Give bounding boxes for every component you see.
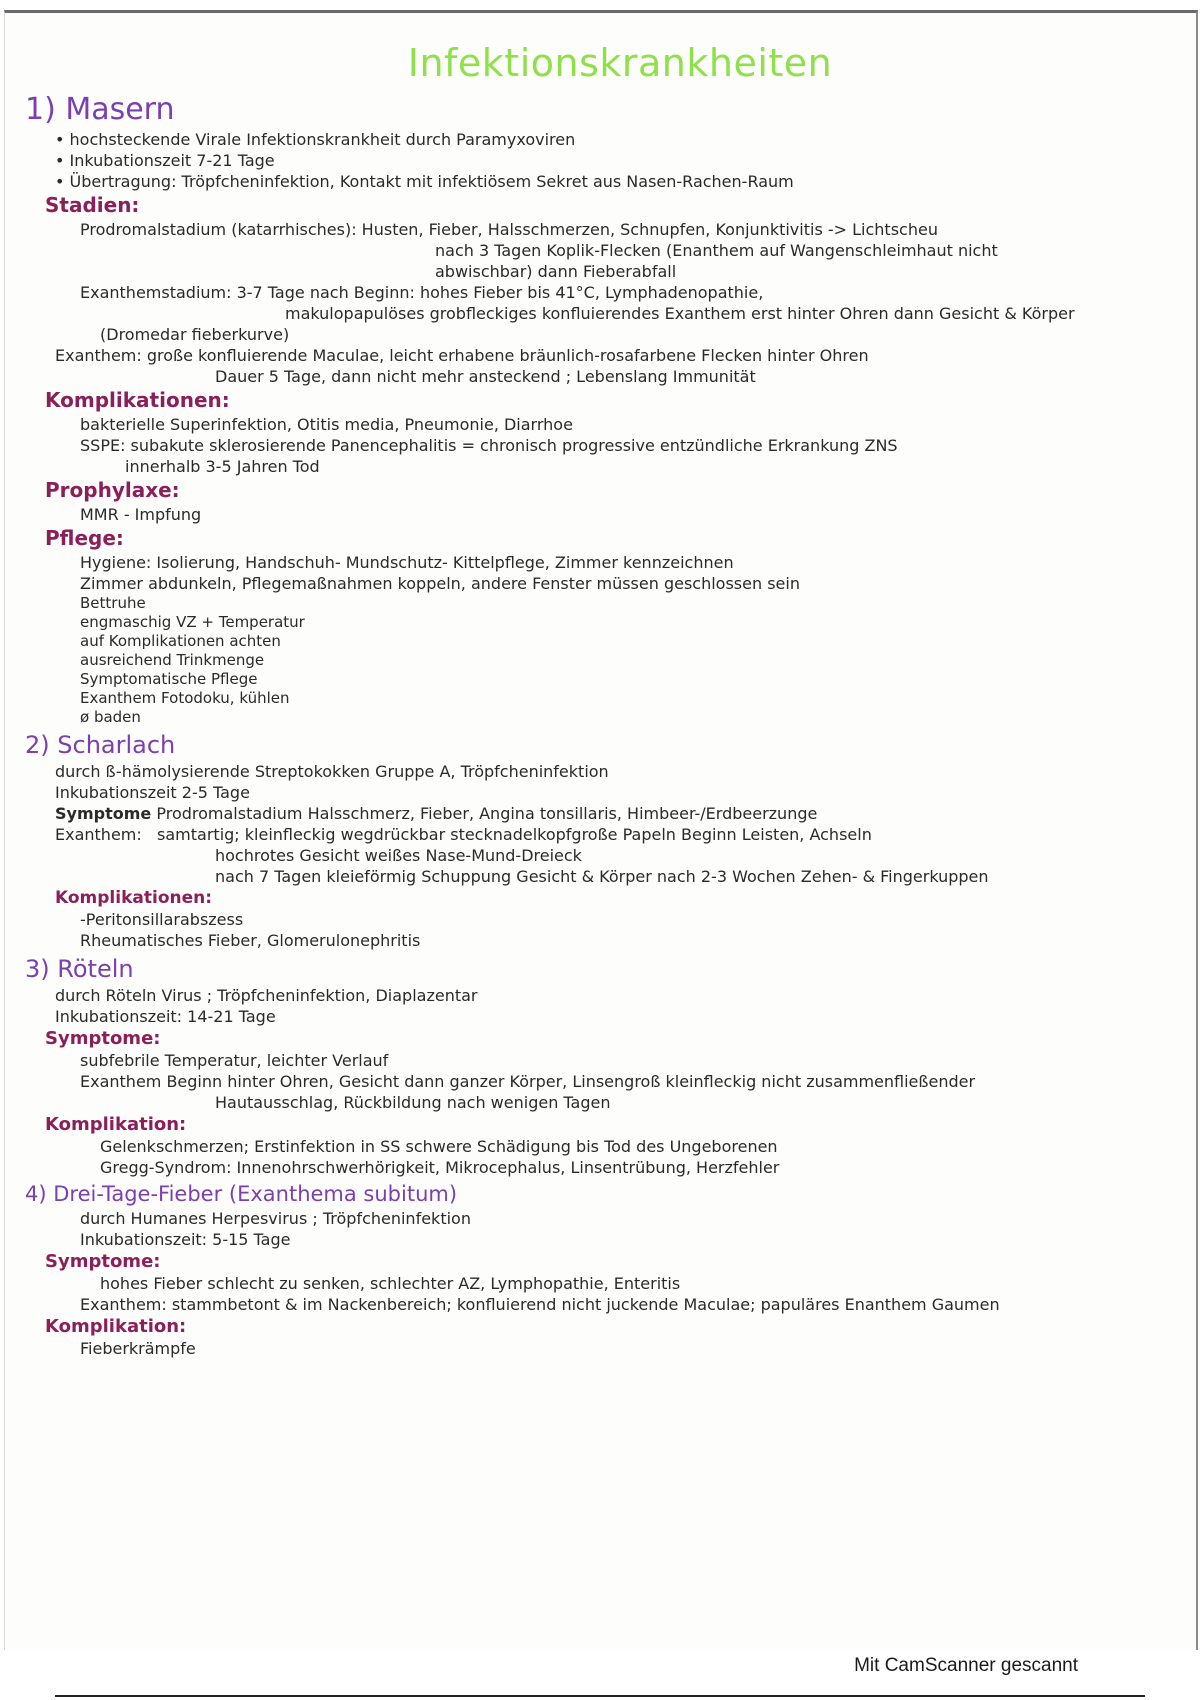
scharlach-exanthem-2: hochrotes Gesicht weißes Nase-Mund-Dreieck bbox=[215, 846, 582, 865]
masern-exanthemstadium-1: Exanthemstadium: 3-7 Tage nach Beginn: hohes Fieber bis 41°C, Lymphadenopathie, bbox=[80, 283, 764, 302]
dreitage-line-2: Inkubationszeit: 5-15 Tage bbox=[80, 1230, 291, 1249]
roeteln-symptome-label: Symptome: bbox=[45, 1028, 161, 1049]
scharlach-line-1: durch ß-hämolysierende Streptokokken Gruppe A, Tröpfcheninfektion bbox=[55, 762, 609, 781]
scharlach-exanthem-1: samtartig; kleinfleckig wegdrückbar stecknadelkopfgroße Papeln Beginn Leisten, Achseln bbox=[157, 825, 872, 844]
dreitage-line-1: durch Humanes Herpesvirus ; Tröpfcheninfektion bbox=[80, 1209, 471, 1228]
scharlach-komplikationen-label: Komplikationen: bbox=[55, 888, 213, 908]
dreitage-symptome-2: Exanthem: stammbetont & im Nackenbereich; konfluierend nicht juckende Maculae; papuläres Enanthem Gaumen bbox=[80, 1295, 1000, 1314]
masern-prophylaxe-1: MMR - Impfung bbox=[80, 505, 202, 524]
masern-pflege-2: Zimmer abdunkeln, Pflegemaßnahmen koppeln, andere Fenster müssen geschlossen sein bbox=[80, 574, 800, 593]
scharlach-komplikationen-2: Rheumatisches Fieber, Glomerulonephritis bbox=[80, 931, 421, 950]
heading-scharlach: 2) Scharlach bbox=[25, 731, 176, 759]
masern-pflege-item: ausreichend Trinkmenge bbox=[80, 651, 265, 669]
masern-prodromal-2: nach 3 Tagen Koplik-Flecken (Enanthem auf Wangenschleimhaut nicht bbox=[435, 241, 998, 260]
masern-prophylaxe-label: Prophylaxe: bbox=[45, 478, 180, 502]
roeteln-line-1: durch Röteln Virus ; Tröpfcheninfektion, Diaplazentar bbox=[55, 986, 478, 1005]
masern-pflege-1: Hygiene: Isolierung, Handschuh- Mundschutz- Kittelpflege, Zimmer kennzeichnen bbox=[80, 553, 734, 572]
page-title: Infektionskrankheiten bbox=[407, 41, 833, 85]
masern-komplikationen-label: Komplikationen: bbox=[45, 388, 230, 412]
heading-dreitagefieber: 4) Drei-Tage-Fieber (Exanthema subitum) bbox=[25, 1182, 458, 1206]
scanner-watermark: Mit CamScanner gescannt bbox=[854, 1655, 1078, 1676]
scharlach-symptome-text: Prodromalstadium Halsschmerz, Fieber, Angina tonsillaris, Himbeer-/Erdbeerzunge bbox=[156, 804, 818, 823]
masern-exanthem-2: Dauer 5 Tage, dann nicht mehr ansteckend ; Lebenslang Immunität bbox=[215, 367, 756, 386]
roeteln-komplikation-label: Komplikation: bbox=[45, 1114, 187, 1135]
masern-exanthemstadium-2: makulopapulöses grobfleckiges konfluierendes Exanthem erst hinter Ohren dann Gesicht & Körper bbox=[285, 304, 1075, 323]
section-dreitagefieber bbox=[25, 1180, 1185, 1359]
masern-pflege-item: Symptomatische Pflege bbox=[80, 670, 258, 688]
roeteln-symptome-1: subfebrile Temperatur, leichter Verlauf bbox=[80, 1051, 389, 1070]
masern-komplikationen-1: bakterielle Superinfektion, Otitis media, Pneumonie, Diarrhoe bbox=[80, 415, 573, 434]
masern-komplikationen-3: innerhalb 3-5 Jahren Tod bbox=[125, 457, 320, 476]
scharlach-symptome-label: Symptome bbox=[55, 804, 152, 823]
masern-dromedar: (Dromedar fieberkurve) bbox=[100, 325, 290, 344]
scharlach-komplikationen-1: -Peritonsillarabszess bbox=[80, 910, 244, 929]
heading-roeteln: 3) Röteln bbox=[25, 955, 134, 983]
scanned-page bbox=[4, 10, 1198, 1650]
note-sheet bbox=[25, 37, 1185, 1633]
scharlach-line-2: Inkubationszeit 2-5 Tage bbox=[55, 783, 250, 802]
masern-pflege-item: Exanthem Fotodoku, kühlen bbox=[80, 689, 290, 707]
masern-bullet-2: • Inkubationszeit 7-21 Tage bbox=[55, 151, 275, 170]
masern-bullet-1: • hochsteckende Virale Infektionskrankheit durch Paramyxoviren bbox=[55, 130, 576, 149]
footer-divider bbox=[55, 1695, 1145, 1697]
masern-prodromal-1: Prodromalstadium (katarrhisches): Husten, Fieber, Halsschmerzen, Schnupfen, Konjunktivitis -> Lichtscheu bbox=[80, 220, 938, 239]
masern-pflege-item: Bettruhe bbox=[80, 594, 146, 612]
section-scharlach bbox=[25, 729, 1185, 951]
section-roeteln bbox=[25, 953, 1185, 1178]
roeteln-line-2: Inkubationszeit: 14-21 Tage bbox=[55, 1007, 276, 1026]
section-masern bbox=[25, 91, 1185, 727]
heading-masern: 1) Masern bbox=[25, 92, 175, 127]
roeteln-komplikation-2: Gregg-Syndrom: Innenohrschwerhörigkeit, Mikrocephalus, Linsentrübung, Herzfehler bbox=[100, 1158, 780, 1177]
scharlach-exanthem-row bbox=[55, 824, 1185, 845]
masern-prodromal-3: abwischbar) dann Fieberabfall bbox=[435, 262, 677, 281]
scharlach-exanthem-3: nach 7 Tagen kleieförmig Schuppung Gesicht & Körper nach 2-3 Wochen Zehen- & Fingerkuppen bbox=[215, 867, 989, 886]
masern-exanthem-1: Exanthem: große konfluierende Maculae, leicht erhabene bräunlich-rosafarbene Flecken hinter Ohren bbox=[55, 346, 869, 365]
masern-pflege-item: ø baden bbox=[80, 708, 141, 726]
dreitage-symptome-label: Symptome: bbox=[45, 1251, 161, 1272]
scharlach-symptome bbox=[55, 803, 1185, 824]
dreitage-komplikation-label: Komplikation: bbox=[45, 1316, 187, 1337]
roeteln-komplikation-1: Gelenkschmerzen; Erstinfektion in SS schwere Schädigung bis Tod des Ungeborenen bbox=[100, 1137, 778, 1156]
masern-pflege-item: auf Komplikationen achten bbox=[80, 632, 281, 650]
masern-bullet-3: • Übertragung: Tröpfcheninfektion, Kontakt mit infektiösem Sekret aus Nasen-Rachen-Raum bbox=[55, 172, 794, 191]
masern-stadien-label: Stadien: bbox=[45, 193, 140, 217]
roeteln-symptome-3: Hautausschlag, Rückbildung nach wenigen Tagen bbox=[215, 1093, 611, 1112]
scharlach-exanthem-label: Exanthem: bbox=[55, 825, 142, 844]
roeteln-symptome-2: Exanthem Beginn hinter Ohren, Gesicht dann ganzer Körper, Linsengroß kleinfleckig nicht zusammenfließender bbox=[80, 1072, 976, 1091]
masern-pflege-label: Pflege: bbox=[45, 526, 124, 550]
masern-pflege-item: engmaschig VZ + Temperatur bbox=[80, 613, 305, 631]
dreitage-komplikation-1: Fieberkrämpfe bbox=[80, 1339, 196, 1358]
masern-komplikationen-2: SSPE: subakute sklerosierende Panencephalitis = chronisch progressive entzündliche Erkrankung ZNS bbox=[80, 436, 898, 455]
dreitage-symptome-1: hohes Fieber schlecht zu senken, schlechter AZ, Lymphopathie, Enteritis bbox=[100, 1274, 681, 1293]
